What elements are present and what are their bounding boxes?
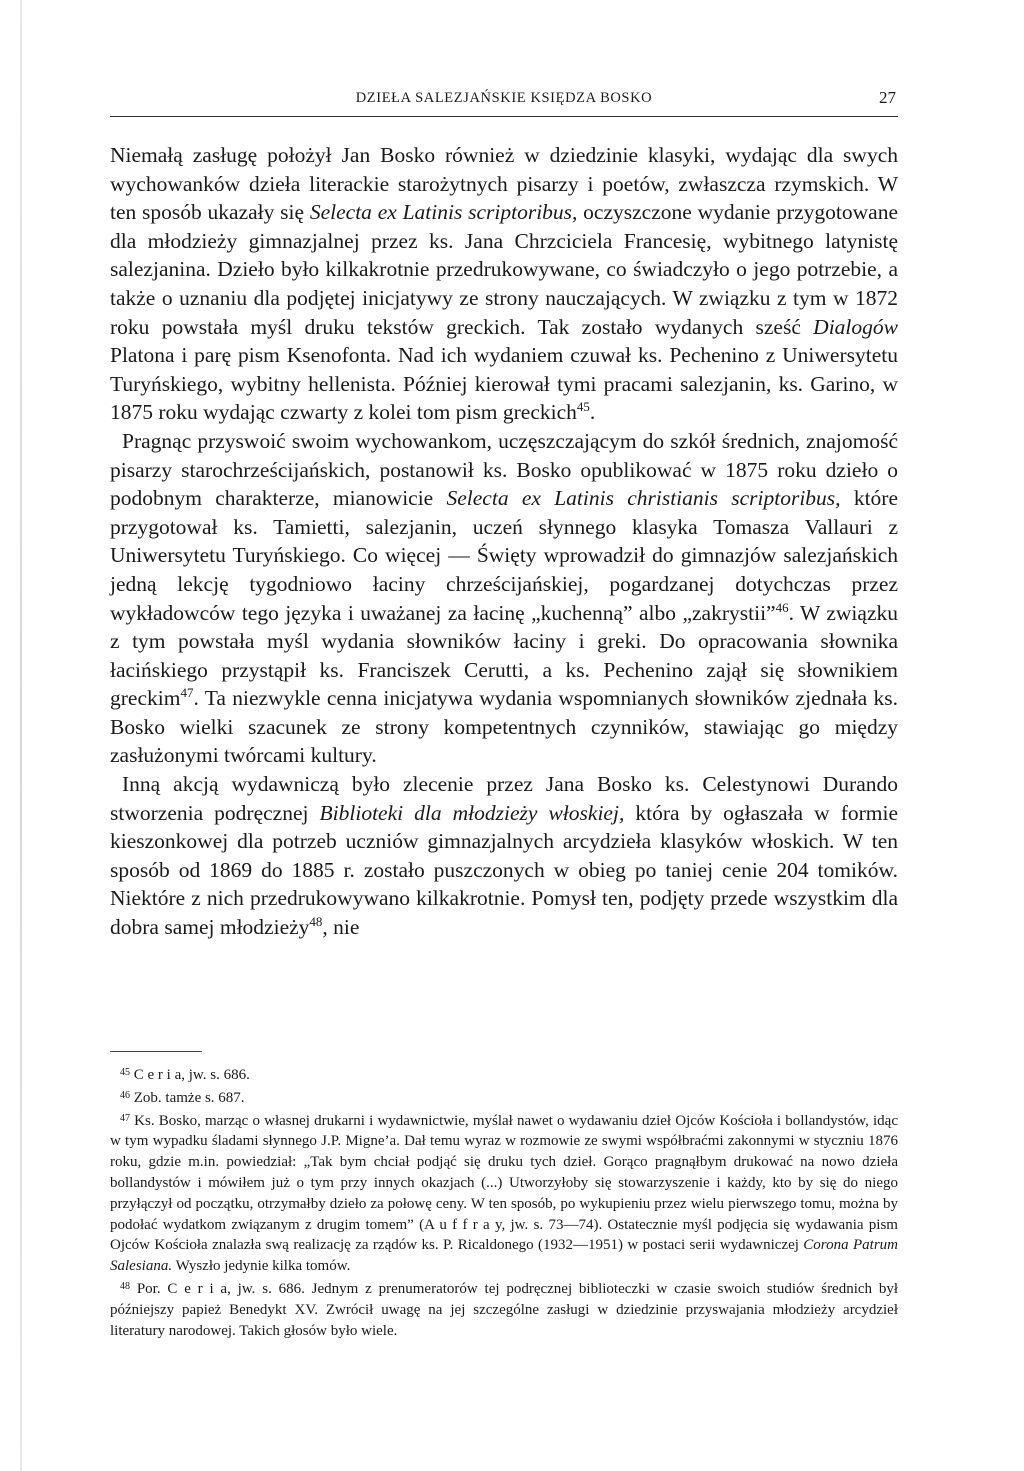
text-run: . xyxy=(589,400,596,425)
main-text xyxy=(110,141,898,942)
text-run: , nie xyxy=(322,915,360,940)
footnote-separator xyxy=(110,1051,202,1052)
paragraph-1 xyxy=(110,141,898,427)
author-name: C e r i a, xyxy=(133,1067,185,1083)
footnote-number: 47 xyxy=(120,1112,130,1124)
italic-title: Dialogów xyxy=(813,314,898,339)
page-number: 27 xyxy=(879,88,896,107)
text-run: Niemałą zasługę położył Jan Bosko również w dziedzinie klasyki, wydając dla swych wychowanków dzieła literackie starożytnych pisarzy i poetów, zwłaszcza rzymskich. W ten sposób ukazały się xyxy=(110,143,898,225)
footnote-ref: 46 xyxy=(775,599,789,615)
footnote-number: 45 xyxy=(120,1067,130,1078)
text-run: która by ogłaszała w formie kieszonkowej dla potrzeb uczniów gimnazjalnych arcydzieła klasyków włoskich. W ten sposób od 1869 do 1885 r. zostało puszczonych w obieg po taniej cenie 204 tomików. Niektóre z nich przedrukowywano kilkakrotnie. Pomysł ten, podjęty przede wszystkim dla dobra samej młodzieży xyxy=(110,800,899,940)
footnote-number: 46 xyxy=(120,1089,130,1101)
footnotes xyxy=(110,1063,898,1341)
footnote-number: 48 xyxy=(120,1280,130,1292)
text-run: . Ta niezwykle cenna inicjatywa wydania wspomnianych słowników zjednała ks. Bosko wielki szacunek ze strony kompetentnych czynników, stawiając go między zasłużonymi twórcami kultury. xyxy=(110,686,898,768)
text-run: Pragnąc przyswoić swoim wychowankom, uczęszczającym do szkół średnich, znajomość pisarzy starochrześcijańskich, postanowił ks. Bosko opublikować w 1875 roku dzieło o podobnym charakterze, mianowicie xyxy=(110,428,898,511)
page-header xyxy=(110,88,898,117)
footnote-ref: 47 xyxy=(180,685,194,701)
text-run: jw. s. 73—74). Ostatecznie myśl podjęcia się wydawania pism Ojców Kościoła znalazła swą realizację za rządów ks. P. Ricaldonego (1932—1951) w postaci serii wydawniczej xyxy=(110,1216,898,1254)
footnote-48 xyxy=(110,1277,898,1341)
text-run: Por. xyxy=(136,1280,168,1297)
paragraph-3 xyxy=(110,770,898,942)
italic-title: Selecta ex Latinis christianis scriptoribus, xyxy=(446,486,841,511)
italic-title: Biblioteki dla młodzieży włoskiej, xyxy=(319,800,625,825)
paragraph-2 xyxy=(110,427,898,770)
footnote-ref: 45 xyxy=(576,399,590,415)
text-run: które przygotował ks. Tamietti, salezjanin, uczeń słynnego klasyka Tomasza Vallauri z Uniwersytetu Turyńskiego. Co więcej — Święty wprowadził do gimnazjów salezjańskich jedną lekcję tygodniowo łaciny chrześcijańskiej, pogardzanej dotychczas przez wykładowców tego języka i uważanej za łacinę „kuchenną” albo „zakrystii” xyxy=(110,486,899,625)
italic-title: Selecta ex Latinis scriptoribus, xyxy=(309,200,578,225)
author-name: A u f f r a y, xyxy=(424,1216,506,1233)
footnote-46 xyxy=(110,1086,898,1109)
author-name: C e r i a, xyxy=(167,1280,231,1297)
text-run: Platona i parę pism Ksenofonta. Nad ich wydaniem czuwał ks. Pechenino z Uniwersytetu Turyńskiego, wybitny hellenista. Później kierował tymi pracami salezjanin, ks. Garino, w 1875 roku wydając czwarty z kolei tom pism greckich xyxy=(110,343,898,425)
text-run: jw. s. 686. xyxy=(184,1067,250,1083)
text-run: . W związku z tym powstała myśl wydania słowników łaciny i greki. Do opracowania słownika łacińskiego przystąpił ks. Franciszek Cerutti, a ks. Pechenino zajął się słownikiem greckim xyxy=(110,600,898,711)
text-run: jw. s. 686. Jednym z prenumeratorów tej podręcznej biblioteczki w czasie swoich studiów średnich był późniejszy papież Benedykt XV. Zwrócił uwagę na jej szczególne zasługi w dziedzinie przyswajania młodzieży arcydzieł literatury narodowej. Takich głosów było wiele. xyxy=(110,1280,899,1339)
footnote-45 xyxy=(110,1063,898,1086)
italic-title: Corona Patrum Salesiana. xyxy=(110,1237,898,1275)
running-head: DZIEŁA SALEZJAŃSKIE KSIĘDZA BOSKO xyxy=(355,90,653,106)
text-run: Ks. Bosko, marząc o własnej drukarni i wydawnictwie, myślał nawet o wydawaniu dzieł Ojców Kościoła i bollandystów, idąc w tym wypadku śladami słynnego J.P. Migne’a. Dał temu wyraz w rozmowie ze swymi współbraćmi zakonnymi w styczniu 1876 roku, gdzie m.in. powiedział: „Tak bym chciał podjąć się druku tych dzieł. Gorąco pragnąłbym drukować na nowo dzieła bollandystów i mówiłem już o tym przy innych okazjach (...) Utworzyłoby się stowarzyszenie i każdy, kto by się do niego przyłączył od początku, otrzymałby dzieło za połowę ceny. W ten sposób, po wykupieniu przez wielu pierwszego tomu, można by podołać wydatkom związanym z drugim tomem” ( xyxy=(110,1112,899,1233)
footnote-ref: 48 xyxy=(309,914,323,930)
text-run: Inną akcją wydawniczą było zlecenie przez Jana Bosko ks. Celestynowi Durando stworzenia podręcznej xyxy=(110,772,898,825)
page-edge xyxy=(20,0,22,1471)
text-run: Wyszło jedynie kilka tomów. xyxy=(172,1258,351,1275)
text-run: Zob. tamże s. 687. xyxy=(133,1089,245,1106)
footnote-47 xyxy=(110,1109,898,1277)
text-run: oczyszczone wydanie przygotowane dla młodzieży gimnazjalnej przez ks. Jana Chrzciciela Francesię, wybitnego latynistę salezjanina. Dzieło było kilkakrotnie przedrukowywane, co świadczyło o jego potrzebie, a także o uznaniu dla podjętej inicjatywy ze strony nauczających. W związku z tym w 1872 roku powstała myśl druku tekstów greckich. Tak zostało wydanych sześć xyxy=(110,200,898,339)
